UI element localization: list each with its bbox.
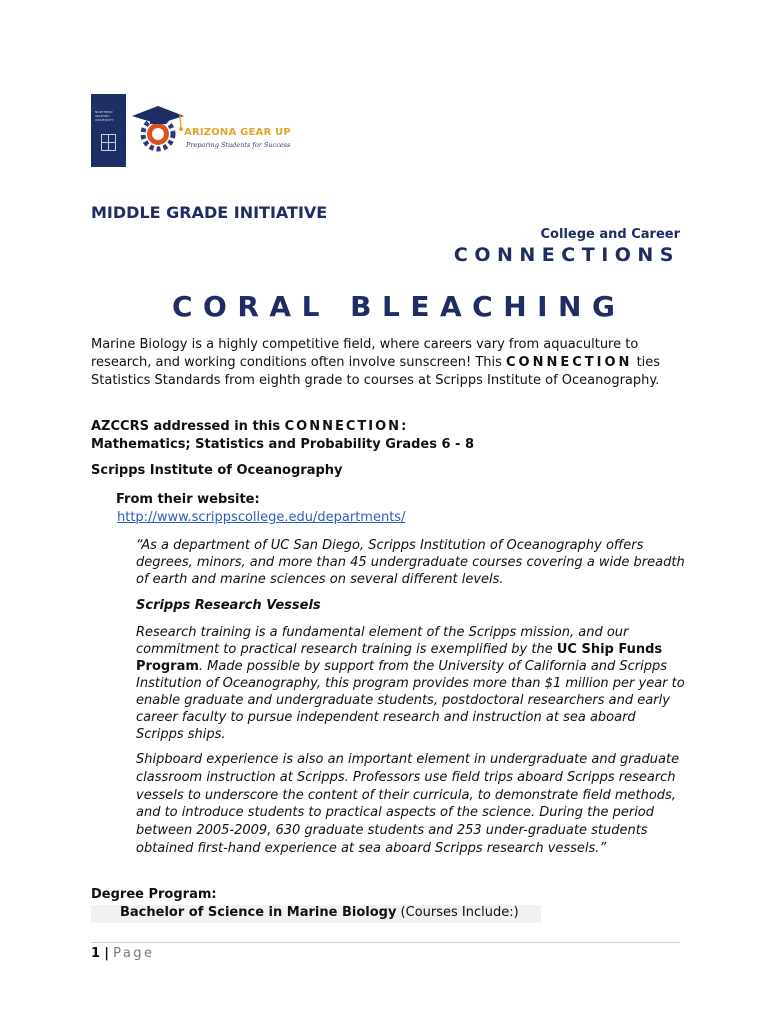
degree-heading: Degree Program: [91, 887, 217, 902]
intro-connection-word: CONNECTION [506, 355, 633, 370]
nau-shield-icon [101, 134, 116, 151]
azccrs-line-1 [91, 418, 691, 436]
intro-paragraph [91, 336, 681, 390]
quote-departments: “As a department of UC San Diego, Scripps Institution of Oceanography offers degrees, minors, and more than 45 undergraduate courses covering a wide breadth of earth and marine sciences on several different levels. [136, 538, 685, 587]
azccrs-block [91, 418, 691, 454]
nau-logo-text: NORTHERN ARIZONA UNIVERSITY [95, 110, 114, 122]
quote-shipboard-experience: Shipboard experience is also an important element in undergraduate and graduate classroom instruction at Scripps. Professors use field trips aboard Scripps research vessels to underscore the content of their curricula, to demonstrate field methods, and to introduce students to practical aspects of the science. During the period between 2005-2009, 630 graduate students and 253 under-graduate students obtained first-hand experience at sea aboard Scripps research vessels.” [136, 752, 680, 856]
college-career-heading: College and Career [540, 227, 680, 242]
page-label: Page [113, 946, 155, 961]
quote-research-training [136, 624, 686, 743]
gear-graduation-cap-icon [128, 100, 188, 158]
gearup-tagline: Preparing Students for Success [186, 141, 291, 149]
footer-separator: | [104, 946, 109, 961]
footer-divider [91, 942, 680, 943]
azccrs-suffix: : [401, 419, 407, 434]
from-website-label: From their website: [116, 492, 260, 507]
initiative-heading: MIDDLE GRADE INITIATIVE [91, 203, 328, 222]
page-number: 1 [91, 946, 101, 961]
scripps-heading: Scripps Institute of Oceanography [91, 463, 343, 478]
scripps-website-link[interactable]: http://www.scrippscollege.edu/departments/ [117, 510, 406, 525]
azccrs-connection-word: CONNECTION [284, 419, 402, 434]
intro-text-after: ties Statistics Standards from eighth grade to courses at Scripps Institute of Oceanography. [91, 355, 661, 388]
azccrs-line-2: Mathematics; Statistics and Probability Grades 6 - 8 [91, 437, 475, 452]
gearup-title: ARIZONA GEAR UP [184, 127, 291, 138]
uc-ship-funds-program: UC Ship Funds Program [136, 642, 663, 674]
bachelor-program-name: Bachelor of Science in Marine Biology [120, 905, 397, 920]
intro-text-before: Marine Biology is a highly competitive field, where careers vary from aquaculture to research, and working conditions often involve sunscreen! This [91, 337, 639, 370]
connections-heading: CONNECTIONS [453, 244, 680, 266]
gearup-logo [128, 100, 298, 158]
page-title: CORAL BLEACHING [172, 290, 626, 323]
azccrs-prefix: AZCCRS addressed in this [91, 419, 285, 434]
nau-logo [91, 94, 126, 167]
page-footer [91, 945, 155, 963]
research-vessels-heading: Scripps Research Vessels [136, 598, 321, 613]
bachelor-program-rest: (Courses Include:) [396, 905, 519, 920]
bachelor-program [120, 904, 519, 922]
quote2-text-a: Research training is a fundamental element of the Scripps mission, and our commitment to practical research training is exemplified by the [136, 625, 629, 657]
quote2-text-b: . Made possible by support from the University of California and Scripps Institution of Oceanography, this program provides more than $1 million per year to enable graduate and undergraduate students, postdoctoral researchers and early career faculty to pursue independent research and instruction at sea aboard Scripps ships. [136, 659, 685, 742]
